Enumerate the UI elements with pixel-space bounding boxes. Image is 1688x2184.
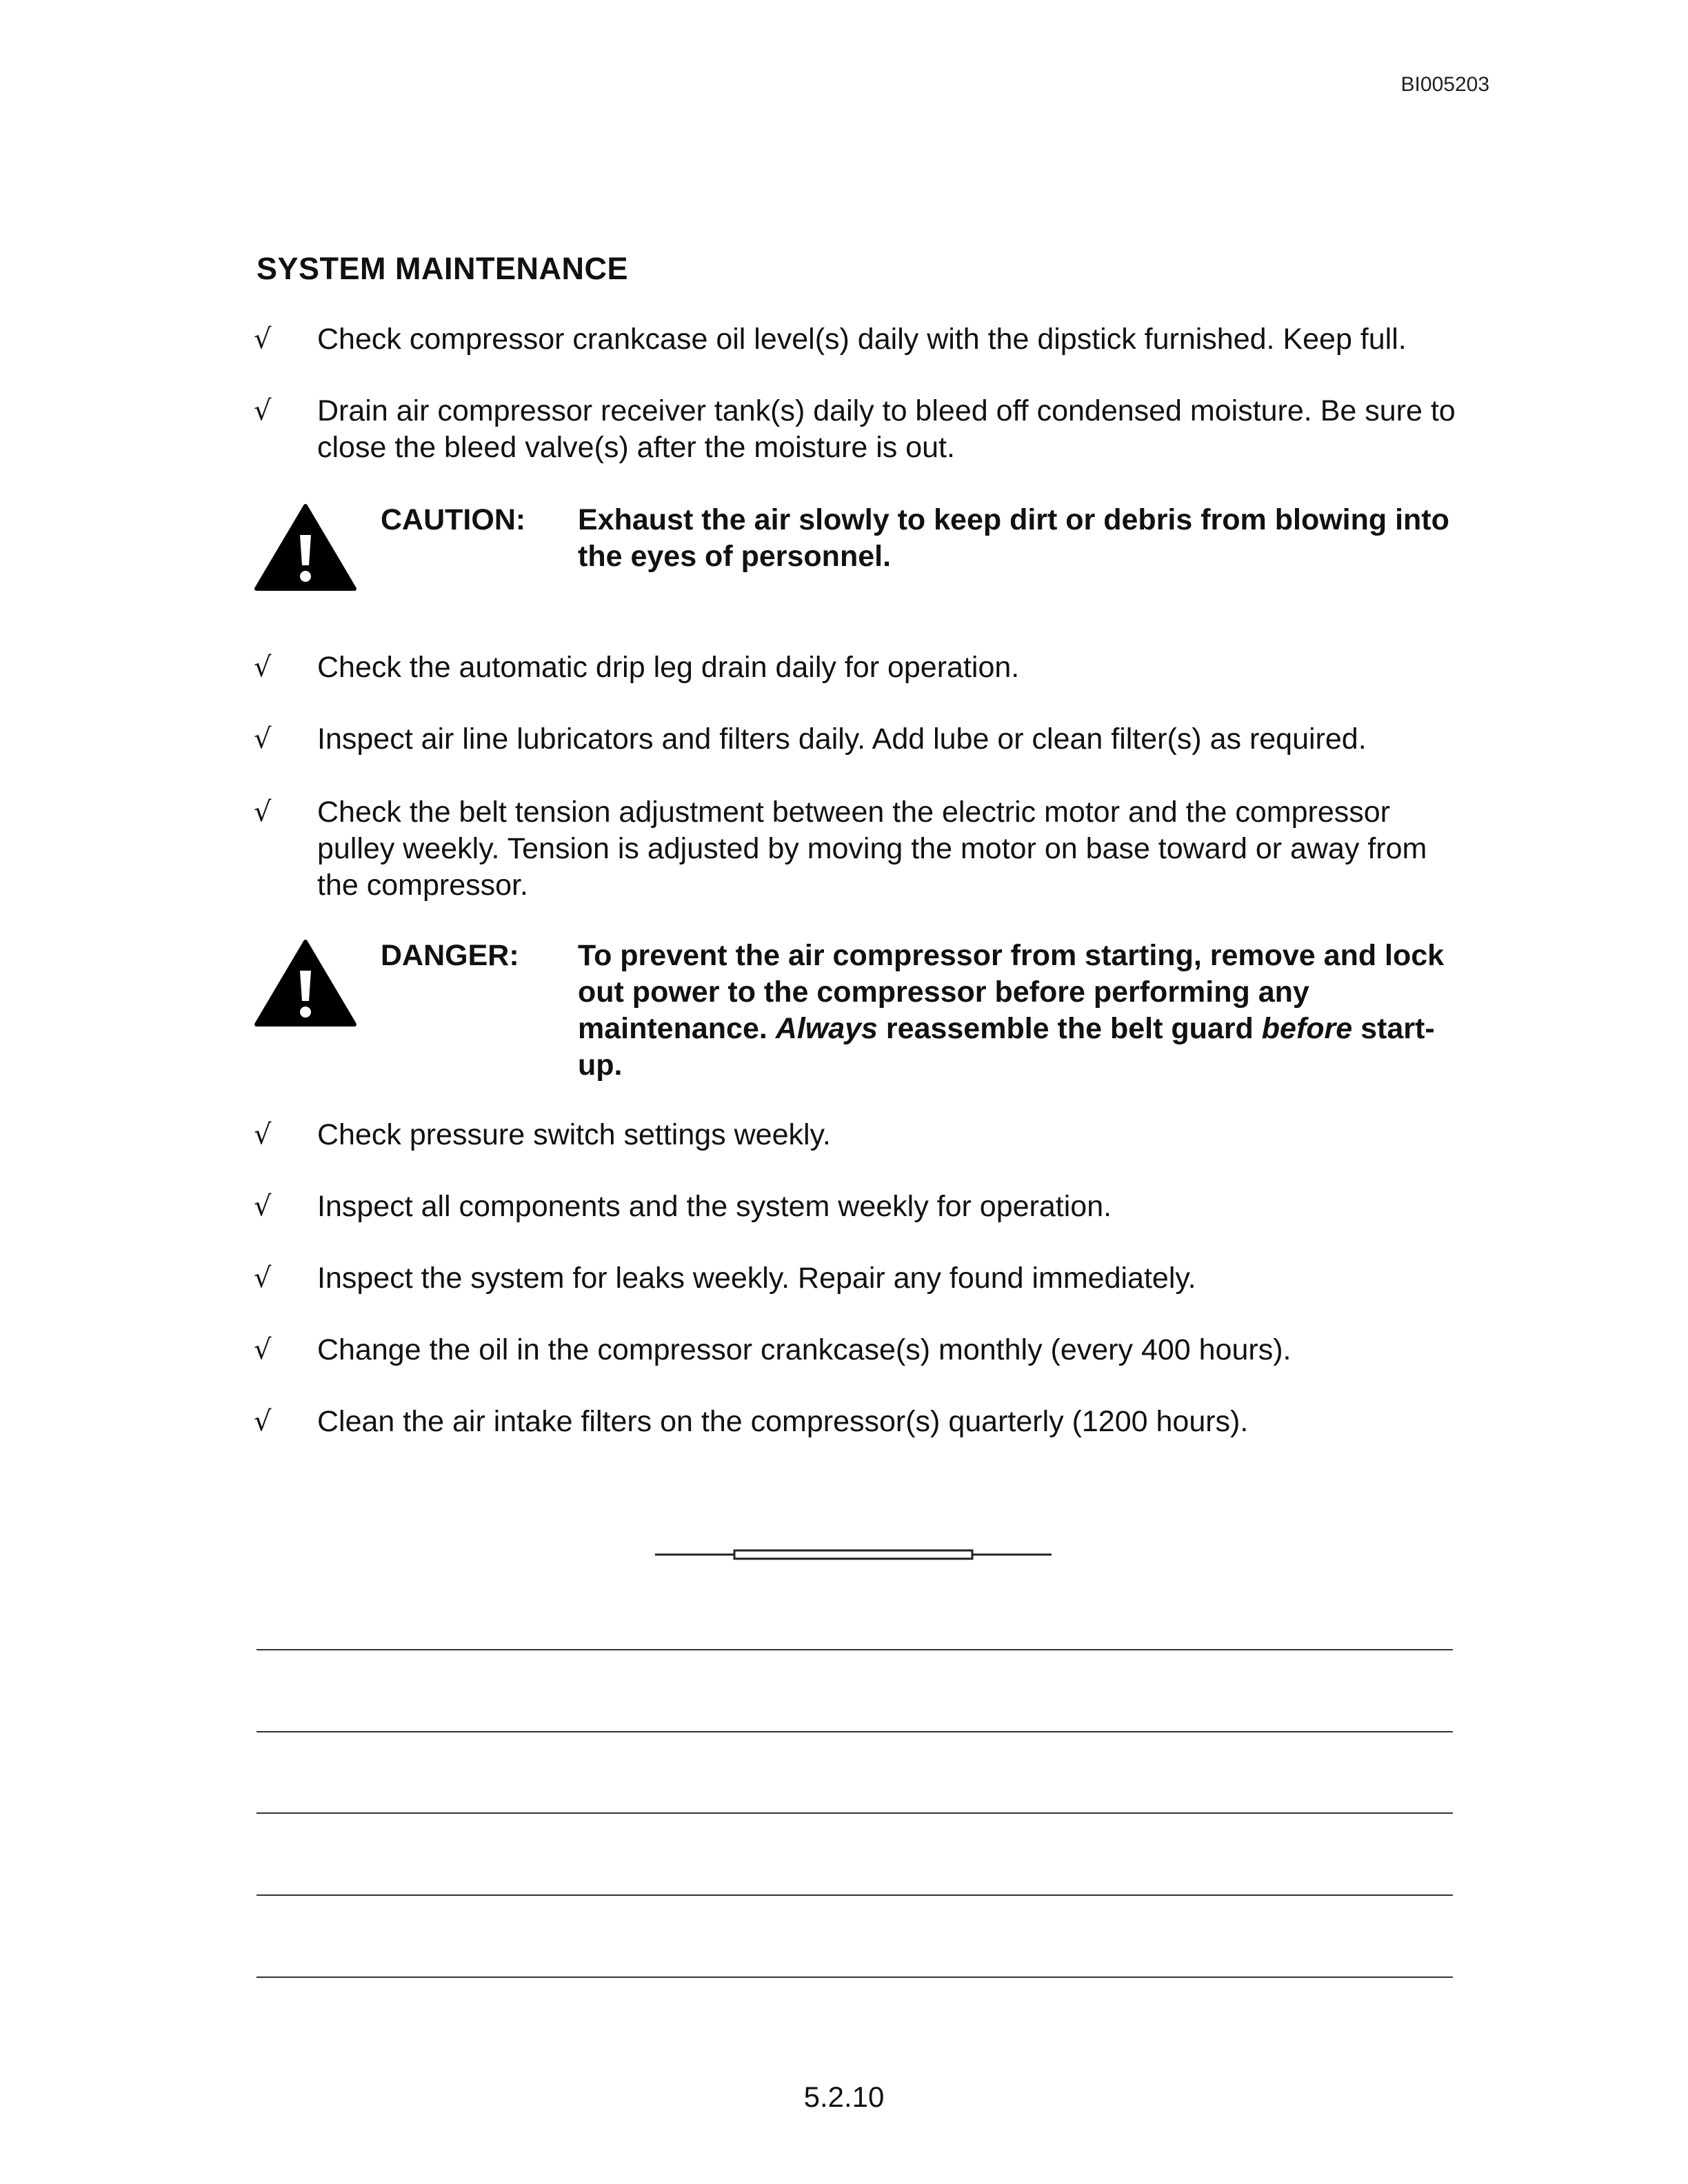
item-text: Inspect the system for leaks weekly. Repair any found immediately.: [317, 1262, 1196, 1295]
note-line: [257, 1894, 1453, 1896]
note-line: [257, 1812, 1453, 1814]
note-line: [257, 1731, 1453, 1732]
item-text: Check the automatic drip leg drain daily for operation.: [317, 651, 1020, 684]
check-mark-icon: √: [254, 796, 272, 828]
list-item: [254, 1260, 1460, 1297]
warning-triangle-icon: [254, 938, 357, 1027]
caution-text: Exhaust the air slowly to keep dirt or debris from blowing into the eyes of personnel.: [578, 503, 1449, 573]
item-text: Check pressure switch settings weekly.: [317, 1118, 831, 1151]
note-line: [257, 1976, 1453, 1978]
list-item: [254, 321, 1460, 358]
warning-triangle-icon: [254, 502, 357, 592]
danger-notice: [254, 938, 1460, 1096]
check-mark-icon: √: [254, 395, 272, 427]
section-title: SYSTEM MAINTENANCE: [257, 251, 629, 286]
check-mark-icon: √: [254, 1119, 272, 1151]
list-item: [254, 1189, 1460, 1225]
danger-emphasis-before: before: [1261, 1012, 1353, 1045]
danger-text-part: To prevent the air compressor from starting, remove and lock out power to the compressor before performing any maintenance.: [578, 939, 1445, 1045]
caution-label: CAUTION:: [381, 503, 526, 536]
item-text: Check compressor crankcase oil level(s) daily with the dipstick furnished. Keep full.: [317, 323, 1407, 356]
item-text: Inspect air line lubricators and filters daily. Add lube or clean filter(s) as required.: [317, 722, 1367, 756]
item-text: Check the belt tension adjustment between the electric motor and the compressor pulley weekly. Tension is adjusted by moving the motor on base toward or away from the compressor.: [317, 796, 1427, 902]
check-mark-icon: √: [254, 1406, 272, 1437]
check-mark-icon: √: [254, 1262, 272, 1294]
list-item: [254, 649, 1460, 686]
check-mark-icon: √: [254, 1334, 272, 1366]
list-item: [254, 1332, 1460, 1368]
item-text: Inspect all components and the system weekly for operation.: [317, 1190, 1112, 1223]
check-mark-icon: √: [254, 1191, 272, 1222]
list-item: [254, 393, 1460, 466]
danger-emphasis-always: Always: [775, 1012, 878, 1045]
list-item: [254, 794, 1460, 904]
section-separator: [655, 1544, 1052, 1565]
list-item: [254, 721, 1460, 758]
list-item: [254, 1404, 1460, 1440]
danger-label: DANGER:: [381, 939, 519, 972]
item-text: Clean the air intake filters on the compressor(s) quarterly (1200 hours).: [317, 1405, 1249, 1438]
check-mark-icon: √: [254, 723, 272, 755]
document-id: BI005203: [1400, 73, 1489, 96]
danger-text-part: reassemble the belt guard: [877, 1012, 1262, 1045]
note-line: [257, 1649, 1453, 1650]
caution-notice: [254, 502, 1460, 660]
page-number: 5.2.10: [803, 2081, 885, 2113]
danger-text: [578, 938, 1454, 1084]
item-text: Change the oil in the compressor crankcase(s) monthly (every 400 hours).: [317, 1333, 1292, 1366]
check-mark-icon: √: [254, 323, 272, 355]
check-mark-icon: √: [254, 651, 272, 683]
danger-text-part: start-up.: [578, 1012, 1435, 1082]
list-item: [254, 1117, 1460, 1153]
item-text: Drain air compressor receiver tank(s) daily to bleed off condensed moisture. Be sure to close the bleed valve(s) after the moisture is out.: [317, 394, 1456, 464]
